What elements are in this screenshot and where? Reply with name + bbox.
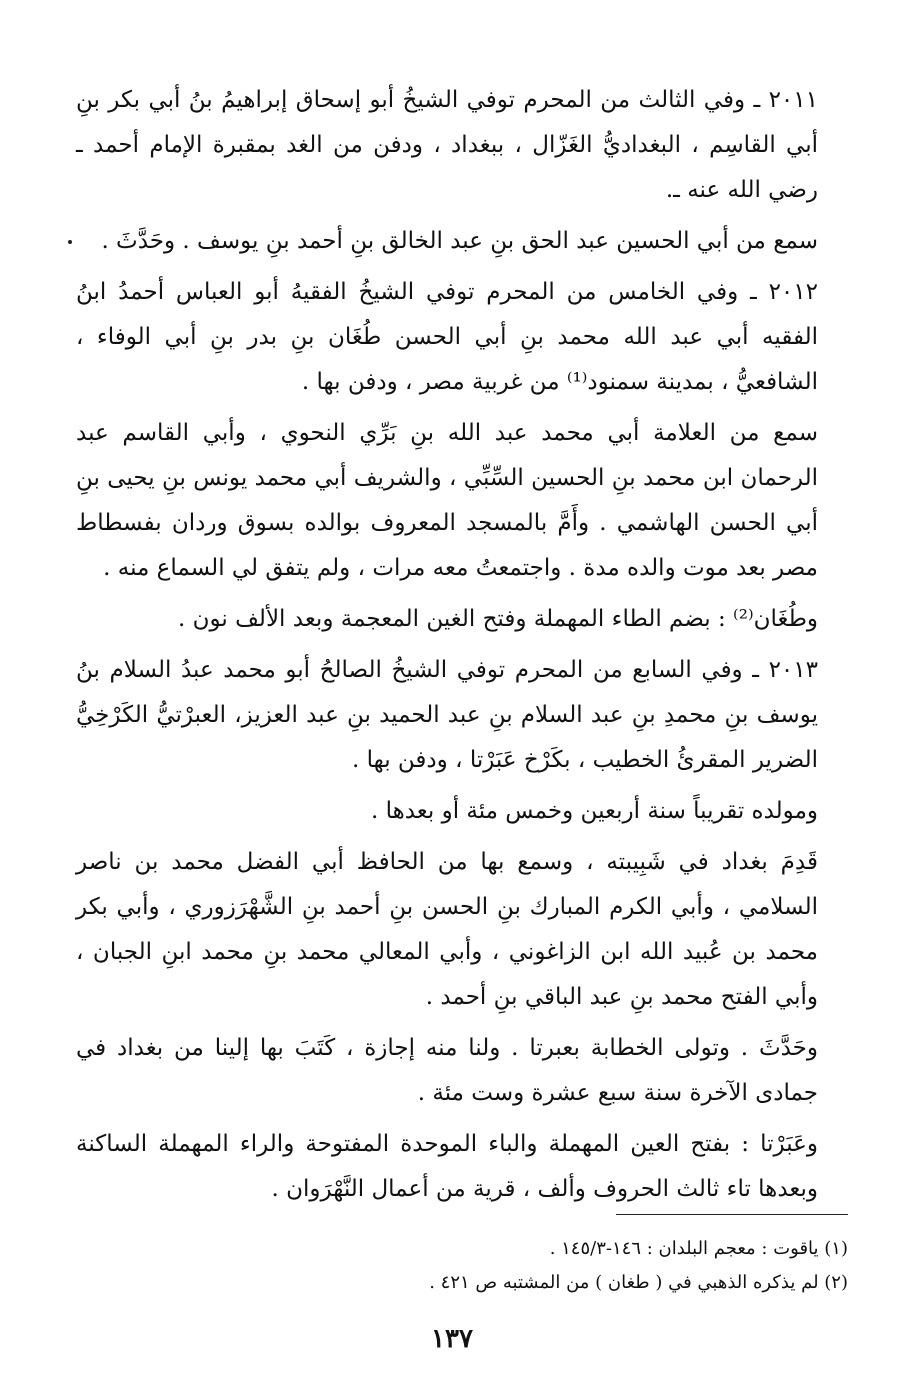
entry-2013-heading-paragraph: ٢٠١٣ ـ وفي السابع من المحرم توفي الشيخُ الصالحُ أبو محمد عبدُ السلام بنُ يوسف بنِ محمدِ بنِ عبد السلام بنِ عبد الحميد بنِ عبد العزيز، العبرْتيُّ الكَرْخِيُّ الضرير المقرئُ الخطيب ، بكَرْخ عَبَرْتا ، ودفن بها . xyxy=(76,657,818,773)
entry-2012-note-paragraph: وطُغَان⁽²⁾ : بضم الطاء المهملة وفتح الغين المعجمة وبعد الألف نون . xyxy=(178,606,818,632)
entry-2012-heading-paragraph: ٢٠١٢ ـ وفي الخامس من المحرم توفي الشيخُ الفقيهُ أبو العباس أحمدُ ابنُ الفقيه أبي عبد الله محمد بنِ أبي الحسن طُغَان بنِ بدر بنِ أبي الوفاء ، الشافعيُّ ، بمدينة سمنود⁽¹⁾ من غربية مصر ، ودفن بها . xyxy=(76,279,818,395)
entry-2011-hearing-paragraph: سمع من أبي الحسين عبد الحق بنِ عبد الخالق بنِ أحمد بنِ يوسف . وحَدَّثَ . xyxy=(101,228,818,254)
footnote-divider xyxy=(616,1214,848,1215)
entry-2013-note-paragraph: وعَبَرْتا : بفتح العين المهملة والباء الموحدة المفتوحة والراء المهملة الساكنة وبعدها تاء ثالث الحروف وألف ، قرية من أعمال النَّهْرَوان . xyxy=(76,1131,818,1202)
footnotes xyxy=(76,1232,848,1300)
entry-2012-hearing-paragraph: سمع من العلامة أبي محمد عبد الله بنِ بَرِّي النحوي ، وأبي القاسم عبد الرحمان ابن محمد بنِ الحسين السِّبِّي ، والشريف أبي محمد يونس بنِ يحيى بنِ أبي الحسن الهاشمي . وأَمَّ بالمسجد المعروف بوالده بسوق وردان بفسطاط مصر بعد موت والده مدة . واجتمعتُ معه مرات ، ولم يتفق لي السماع منه . xyxy=(76,420,818,581)
entry-2013-hearing-paragraph: قَدِمَ بغداد في شَبِيبته ، وسمع بها من الحافظ أبي الفضل محمد بن ناصر السلامي ، وأبي الكرم المبارك بنِ الحسن بنِ أحمد بنِ الشَّهْرَزوري ، وأبي بكر محمد بن عُبيد الله ابن الزاغوني ، وأبي المعالي محمد بنِ محمد ابنِ الجبان ، وأبي الفتح محمد بنِ عبد الباقي بنِ أحمد . xyxy=(76,849,818,1010)
entry-2013-narration-paragraph: وحَدَّثَ . وتولى الخطابة بعبرتا . ولنا منه إجازة ، كَتَبَ بها إلينا من بغداد في جمادى الآخرة سنة سبع عشرة وست مئة . xyxy=(76,1035,818,1106)
page-body xyxy=(76,78,848,1218)
footnote-1: (١) ياقوت : معجم البلدان : ١٤٦-١٤٥/٣ . xyxy=(549,1238,848,1259)
stray-ink-dot xyxy=(68,240,72,244)
footnote-2: (٢) لم يذكره الذهبي في ( طغان ) من المشتبه ص ٤٢١ . xyxy=(429,1272,848,1293)
entry-2011-heading-paragraph: ٢٠١١ ـ وفي الثالث من المحرم توفي الشيخُ أبو إسحاق إبراهيمُ بنُ أبي بكر بنِ أبي القاسِم ، البغداديُّ الغَزّال ، ببغداد ، ودفن من الغد بمقبرة الإمام أحمد ـ رضي الله عنه ـ. xyxy=(76,87,818,203)
entry-2013-birth-paragraph: ومولده تقريباً سنة أربعين وخمس مئة أو بعدها . xyxy=(370,798,818,824)
page-number: ١٣٧ xyxy=(431,1324,473,1354)
